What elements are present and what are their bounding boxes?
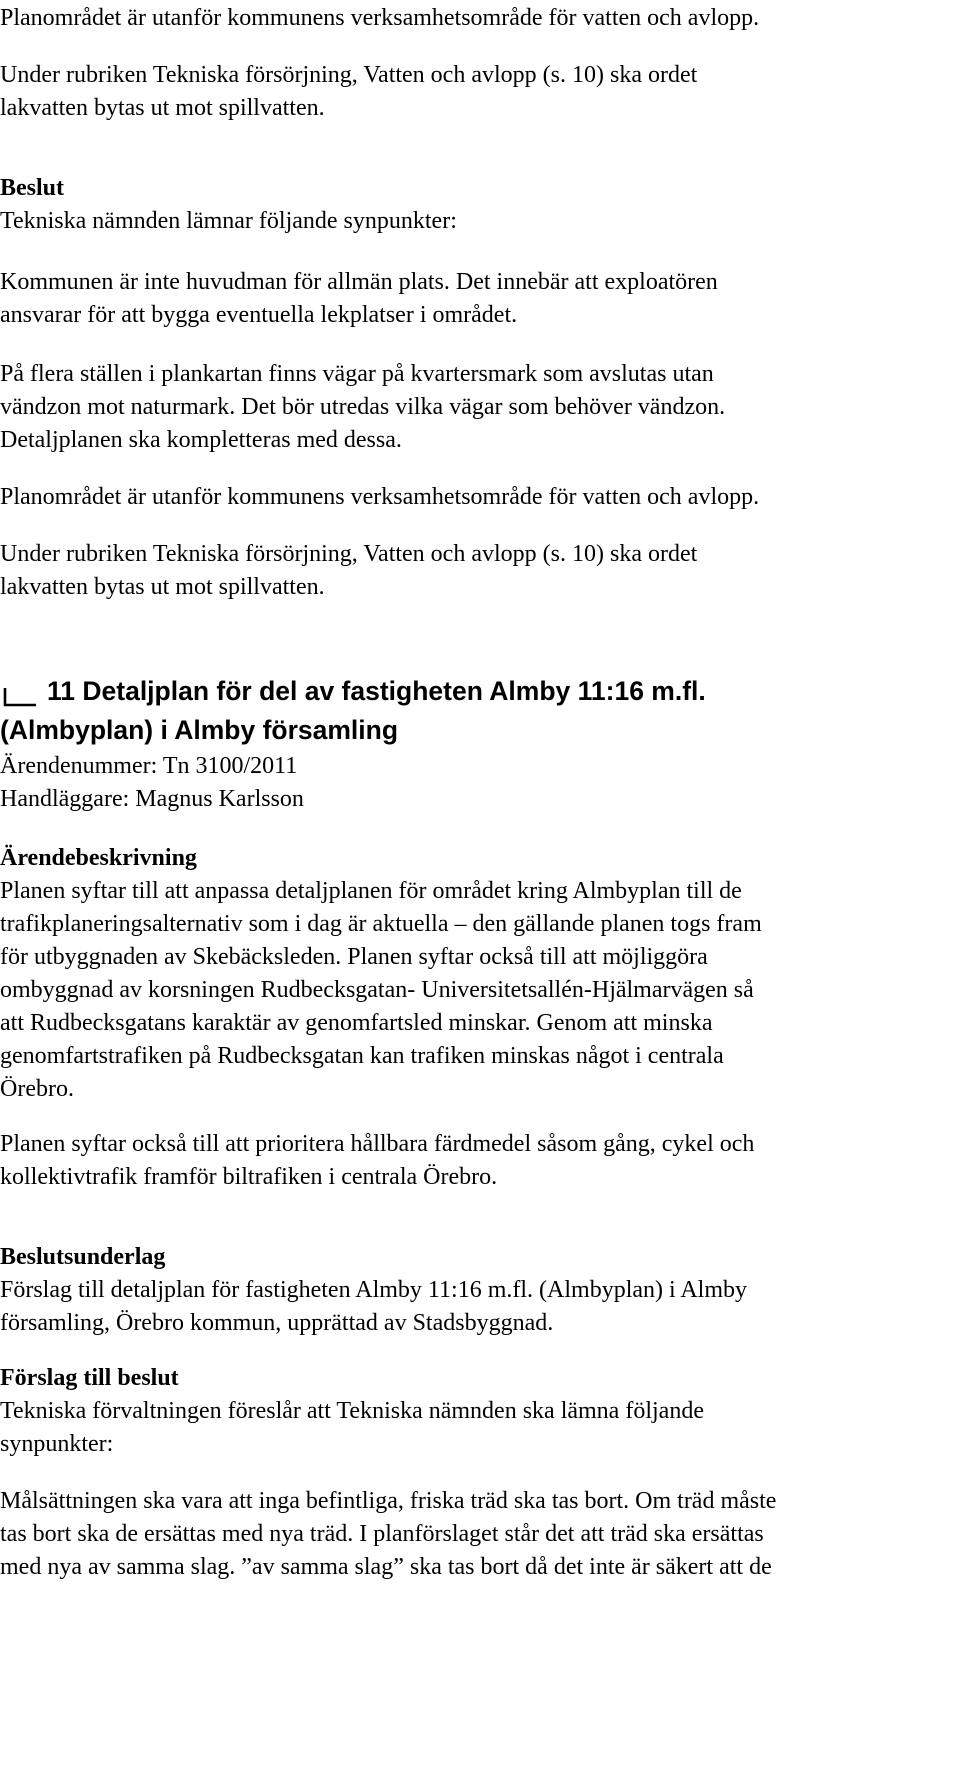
intro-paragraph-2 — [0, 59, 960, 125]
forslag-heading: Förslag till beslut — [0, 1365, 179, 1391]
text-line: att Rudbecksgatans karaktär av genomfartsled minskar. Genom att minska — [0, 1010, 713, 1036]
text-line: Målsättningen ska vara att inga befintliga, friska träd ska tas bort. Om träd måste — [0, 1488, 777, 1514]
beslut-paragraph-3 — [0, 481, 960, 514]
text-line: Detaljplanen ska kompletteras med dessa. — [0, 427, 402, 453]
text-line: Under rubriken Tekniska försörjning, Vatten och avlopp (s. 10) ska ordet — [0, 541, 698, 567]
text-line: för utbyggnaden av Skebäcksleden. Planen syftar också till att möjliggöra — [0, 944, 708, 970]
case-number: Ärendenummer: Tn 3100/2011 — [0, 753, 298, 779]
text-line: Kommunen är inte huvudman för allmän plats. Det innebär att exploatören — [0, 269, 718, 295]
text-line: synpunkter: — [0, 1431, 114, 1457]
beslut-paragraph-4 — [0, 538, 960, 604]
beslut-heading: Beslut — [0, 175, 65, 201]
text-line: Planen syftar också till att prioritera hållbara färdmedel såsom gång, cykel och — [0, 1131, 755, 1157]
text-line: Planområdet är utanför kommunens verksamhetsområde för vatten och avlopp. — [0, 484, 760, 510]
heading-marker-icon — [0, 672, 40, 712]
forslag-section — [0, 1362, 960, 1461]
malsattning-paragraph — [0, 1485, 960, 1584]
underlag-heading: Beslutsunderlag — [0, 1244, 166, 1270]
text-line: vändzon mot naturmark. Det bör utredas vilka vägar som behöver vändzon. — [0, 394, 726, 420]
text-line: församling, Örebro kommun, upprättad av Stadsbyggnad. — [0, 1310, 554, 1336]
text-line: Tekniska förvaltningen föreslår att Tekniska nämnden ska lämna följande — [0, 1398, 704, 1424]
text-line: ombyggnad av korsningen Rudbecksgatan- Universitetsallén-Hjälmarvägen så — [0, 977, 754, 1003]
intro-paragraph-1 — [0, 2, 960, 35]
agenda-item-title — [0, 672, 960, 750]
text-line: Planområdet är utanför kommunens verksamhetsområde för vatten och avlopp. — [0, 5, 760, 31]
text-line: lakvatten bytas ut mot spillvatten. — [0, 95, 325, 121]
title-line: 11 Detaljplan för del av fastigheten Almby 11:16 m.fl. — [47, 676, 706, 706]
text-line: lakvatten bytas ut mot spillvatten. — [0, 574, 325, 600]
text-line: genomfartstrafiken på Rudbecksgatan kan trafiken minskas något i centrala — [0, 1043, 724, 1069]
text-line: Planen syftar till att anpassa detaljplanen för området kring Almbyplan till de — [0, 878, 742, 904]
title-line: (Almbyplan) i Almby församling — [0, 715, 399, 745]
text-line: Förslag till detaljplan för fastigheten Almby 11:16 m.fl. (Almbyplan) i Almby — [0, 1277, 748, 1303]
beslut-lead: Tekniska nämnden lämnar följande synpunkter: — [0, 208, 457, 234]
beskrivning-heading: Ärendebeskrivning — [0, 845, 197, 871]
beskrivning-paragraph-2 — [0, 1128, 960, 1194]
text-line: ansvarar för att bygga eventuella lekplatser i området. — [0, 302, 518, 328]
beslut-section — [0, 172, 960, 238]
text-line: Under rubriken Tekniska försörjning, Vatten och avlopp (s. 10) ska ordet — [0, 62, 698, 88]
beslut-paragraph-1 — [0, 266, 960, 332]
text-line: tas bort ska de ersättas med nya träd. I planförslaget står det att träd ska ersättas — [0, 1521, 764, 1547]
case-meta — [0, 750, 960, 816]
text-line: kollektivtrafik framför biltrafiken i centrala Örebro. — [0, 1164, 498, 1190]
text-line: trafikplaneringsalternativ som i dag är aktuella – den gällande planen togs fram — [0, 911, 762, 937]
text-line: På flera ställen i plankartan finns vägar på kvartersmark som avslutas utan — [0, 361, 714, 387]
beslut-paragraph-2 — [0, 358, 960, 457]
case-officer: Handläggare: Magnus Karlsson — [0, 786, 304, 812]
text-line: Örebro. — [0, 1076, 74, 1102]
beskrivning-section — [0, 842, 960, 1106]
text-line: med nya av samma slag. ”av samma slag” ska tas bort då det inte är säkert att de — [0, 1554, 772, 1580]
underlag-section — [0, 1241, 960, 1340]
